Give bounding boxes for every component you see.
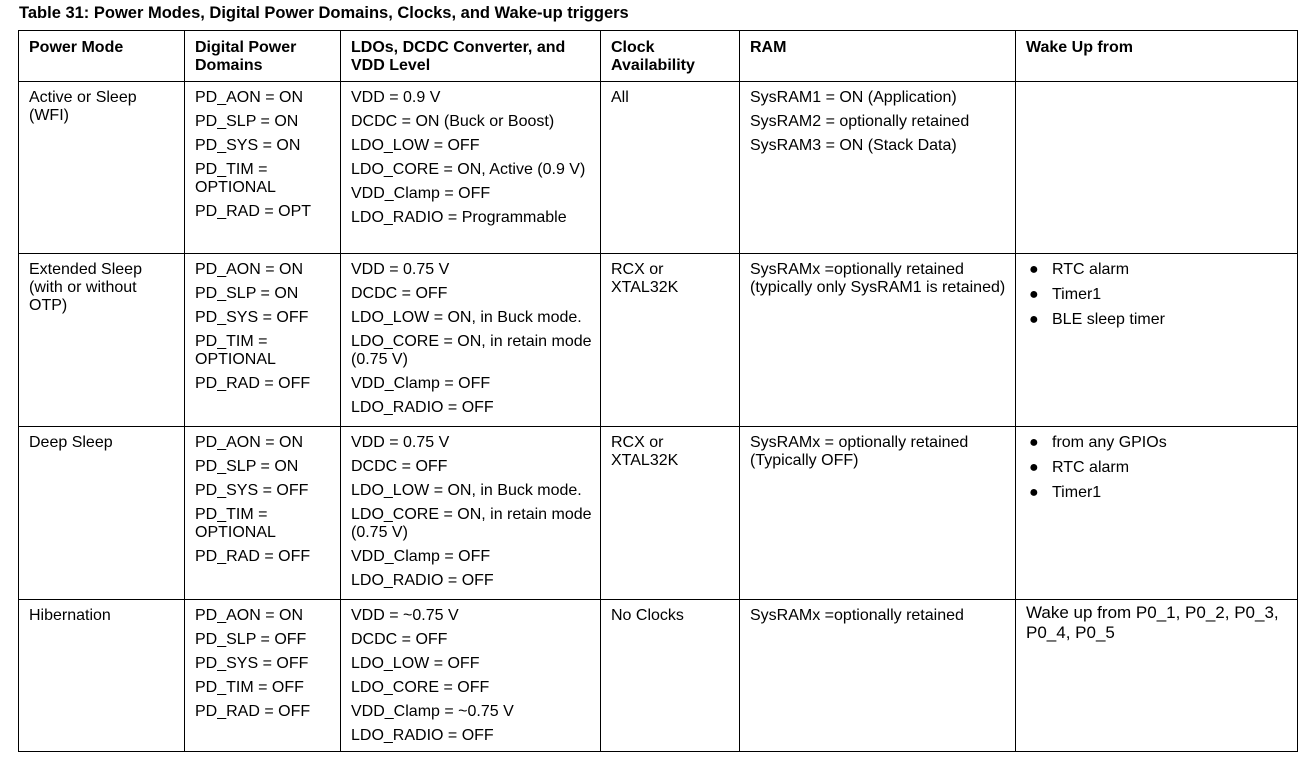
wake-text: Wake up from P0_1, P0_2, P0_3, P0_4, P0_5 [1026, 603, 1279, 642]
ldo-line: VDD_Clamp = OFF [351, 548, 491, 565]
ram-line: SysRAMx =optionally retained (typically only SysRAM1 is retained) [750, 261, 1006, 296]
mode-name: Deep Sleep [29, 434, 113, 451]
domain-line: PD_AON = ON [195, 261, 304, 278]
bullet-icon: ● [1029, 261, 1039, 278]
header-wake-up-from: Wake Up from [1016, 31, 1298, 82]
clock-value: No Clocks [611, 607, 684, 624]
clock-value: All [611, 89, 629, 106]
ldo-line: VDD = 0.75 V [351, 261, 450, 278]
ldo-line: VDD = 0.9 V [351, 89, 441, 106]
ldo-line: DCDC = OFF [351, 631, 448, 648]
clock-cell [601, 254, 740, 427]
ldo-line: LDO_LOW = ON, in Buck mode. [351, 482, 582, 499]
ldo-line: LDO_LOW = ON, in Buck mode. [351, 309, 582, 326]
domain-line: PD_SYS = OFF [195, 309, 309, 326]
header-digital-power-domains: Digital Power Domains [185, 31, 341, 82]
domain-line: PD_SLP = ON [195, 113, 299, 130]
wake-trigger: RTC alarm [1052, 459, 1130, 476]
bullet-icon: ● [1029, 311, 1039, 328]
domains-cell [185, 427, 341, 600]
ldo-line: VDD_Clamp = OFF [351, 185, 491, 202]
list-item [1026, 434, 1289, 452]
table-row [19, 82, 1298, 254]
mode-cell [19, 600, 185, 752]
mode-name: Active or Sleep (WFI) [29, 89, 137, 124]
ldos-cell [341, 600, 601, 752]
domain-line: PD_SYS = OFF [195, 482, 309, 499]
bullet-icon: ● [1029, 286, 1039, 303]
ldo-line: VDD_Clamp = OFF [351, 375, 491, 392]
domain-line: PD_SYS = OFF [195, 655, 309, 672]
domain-line: PD_RAD = OFF [195, 375, 311, 392]
domain-line: PD_TIM = OPTIONAL [195, 333, 276, 368]
table-row [19, 254, 1298, 427]
ldo-line: DCDC = OFF [351, 458, 448, 475]
domain-line: PD_AON = ON [195, 434, 304, 451]
clock-cell [601, 82, 740, 254]
ldo-line: LDO_RADIO = OFF [351, 727, 494, 744]
domain-line: PD_SLP = OFF [195, 631, 307, 648]
wake-cell [1016, 427, 1298, 600]
table-row [19, 427, 1298, 600]
table-caption: Table 31: Power Modes, Digital Power Domains, Clocks, and Wake-up triggers [19, 4, 629, 22]
header-row [19, 31, 1298, 82]
mode-cell [19, 427, 185, 600]
table-row [19, 600, 1298, 752]
domain-line: PD_TIM = OPTIONAL [195, 506, 276, 541]
ldo-line: LDO_RADIO = Programmable [351, 209, 567, 226]
ram-cell [740, 427, 1016, 600]
header-ldos-dcdc-vdd: LDOs, DCDC Converter, and VDD Level [341, 31, 601, 82]
domain-line: PD_AON = ON [195, 607, 304, 624]
list-item [1026, 286, 1289, 304]
ldo-line: VDD = 0.75 V [351, 434, 450, 451]
ldo-line: LDO_RADIO = OFF [351, 399, 494, 416]
wake-cell [1016, 600, 1298, 752]
ldo-line: LDO_LOW = OFF [351, 137, 480, 154]
ldos-cell [341, 82, 601, 254]
ram-cell [740, 254, 1016, 427]
wake-trigger: BLE sleep timer [1052, 311, 1165, 328]
clock-value: RCX or XTAL32K [611, 434, 679, 469]
ldo-line: LDO_RADIO = OFF [351, 572, 494, 589]
ldo-line: LDO_CORE = ON, Active (0.9 V) [351, 161, 586, 178]
domain-line: PD_TIM = OPTIONAL [195, 161, 276, 196]
domain-line: PD_SLP = ON [195, 458, 299, 475]
ram-cell [740, 82, 1016, 254]
bullet-icon: ● [1029, 484, 1039, 501]
ldos-cell [341, 427, 601, 600]
clock-cell [601, 600, 740, 752]
ldo-line: LDO_CORE = ON, in retain mode (0.75 V) [351, 333, 592, 368]
wake-trigger: Timer1 [1052, 484, 1102, 501]
wake-cell [1016, 254, 1298, 427]
list-item [1026, 484, 1289, 502]
list-item [1026, 311, 1289, 329]
ldo-line: DCDC = ON (Buck or Boost) [351, 113, 555, 130]
ldo-line: VDD = ~0.75 V [351, 607, 459, 624]
bullet-icon: ● [1029, 459, 1039, 476]
domain-line: PD_TIM = OFF [195, 679, 304, 696]
domain-line: PD_SLP = ON [195, 285, 299, 302]
power-modes-table [18, 30, 1298, 752]
clock-cell [601, 427, 740, 600]
list-item [1026, 261, 1289, 279]
mode-name: Hibernation [29, 607, 111, 624]
header-clock-availability: Clock Availability [601, 31, 740, 82]
ram-line: SysRAM2 = optionally retained [750, 113, 970, 130]
header-ram: RAM [740, 31, 1016, 82]
domain-line: PD_RAD = OFF [195, 703, 311, 720]
mode-cell [19, 254, 185, 427]
domain-line: PD_RAD = OPT [195, 203, 312, 220]
domain-line: PD_RAD = OFF [195, 548, 311, 565]
ldos-cell [341, 254, 601, 427]
wake-cell [1016, 82, 1298, 254]
wake-list [1026, 261, 1289, 329]
domain-line: PD_AON = ON [195, 89, 304, 106]
wake-trigger: Timer1 [1052, 286, 1102, 303]
ram-line: SysRAM3 = ON (Stack Data) [750, 137, 957, 154]
mode-cell [19, 82, 185, 254]
wake-list [1026, 434, 1289, 502]
header-power-mode: Power Mode [19, 31, 185, 82]
wake-trigger: from any GPIOs [1052, 434, 1167, 451]
domain-line: PD_SYS = ON [195, 137, 301, 154]
domains-cell [185, 600, 341, 752]
clock-value: RCX or XTAL32K [611, 261, 679, 296]
ram-line: SysRAM1 = ON (Application) [750, 89, 957, 106]
ldo-line: LDO_LOW = OFF [351, 655, 480, 672]
ram-cell [740, 600, 1016, 752]
list-item [1026, 459, 1289, 477]
ldo-line: DCDC = OFF [351, 285, 448, 302]
bullet-icon: ● [1029, 434, 1039, 451]
domains-cell [185, 254, 341, 427]
ldo-line: LDO_CORE = OFF [351, 679, 490, 696]
wake-trigger: RTC alarm [1052, 261, 1130, 278]
ldo-line: LDO_CORE = ON, in retain mode (0.75 V) [351, 506, 592, 541]
ram-line: SysRAMx =optionally retained [750, 607, 964, 624]
ldo-line: VDD_Clamp = ~0.75 V [351, 703, 514, 720]
domains-cell [185, 82, 341, 254]
ram-line: SysRAMx = optionally retained (Typically OFF) [750, 434, 969, 469]
mode-name: Extended Sleep (with or without OTP) [29, 261, 142, 314]
